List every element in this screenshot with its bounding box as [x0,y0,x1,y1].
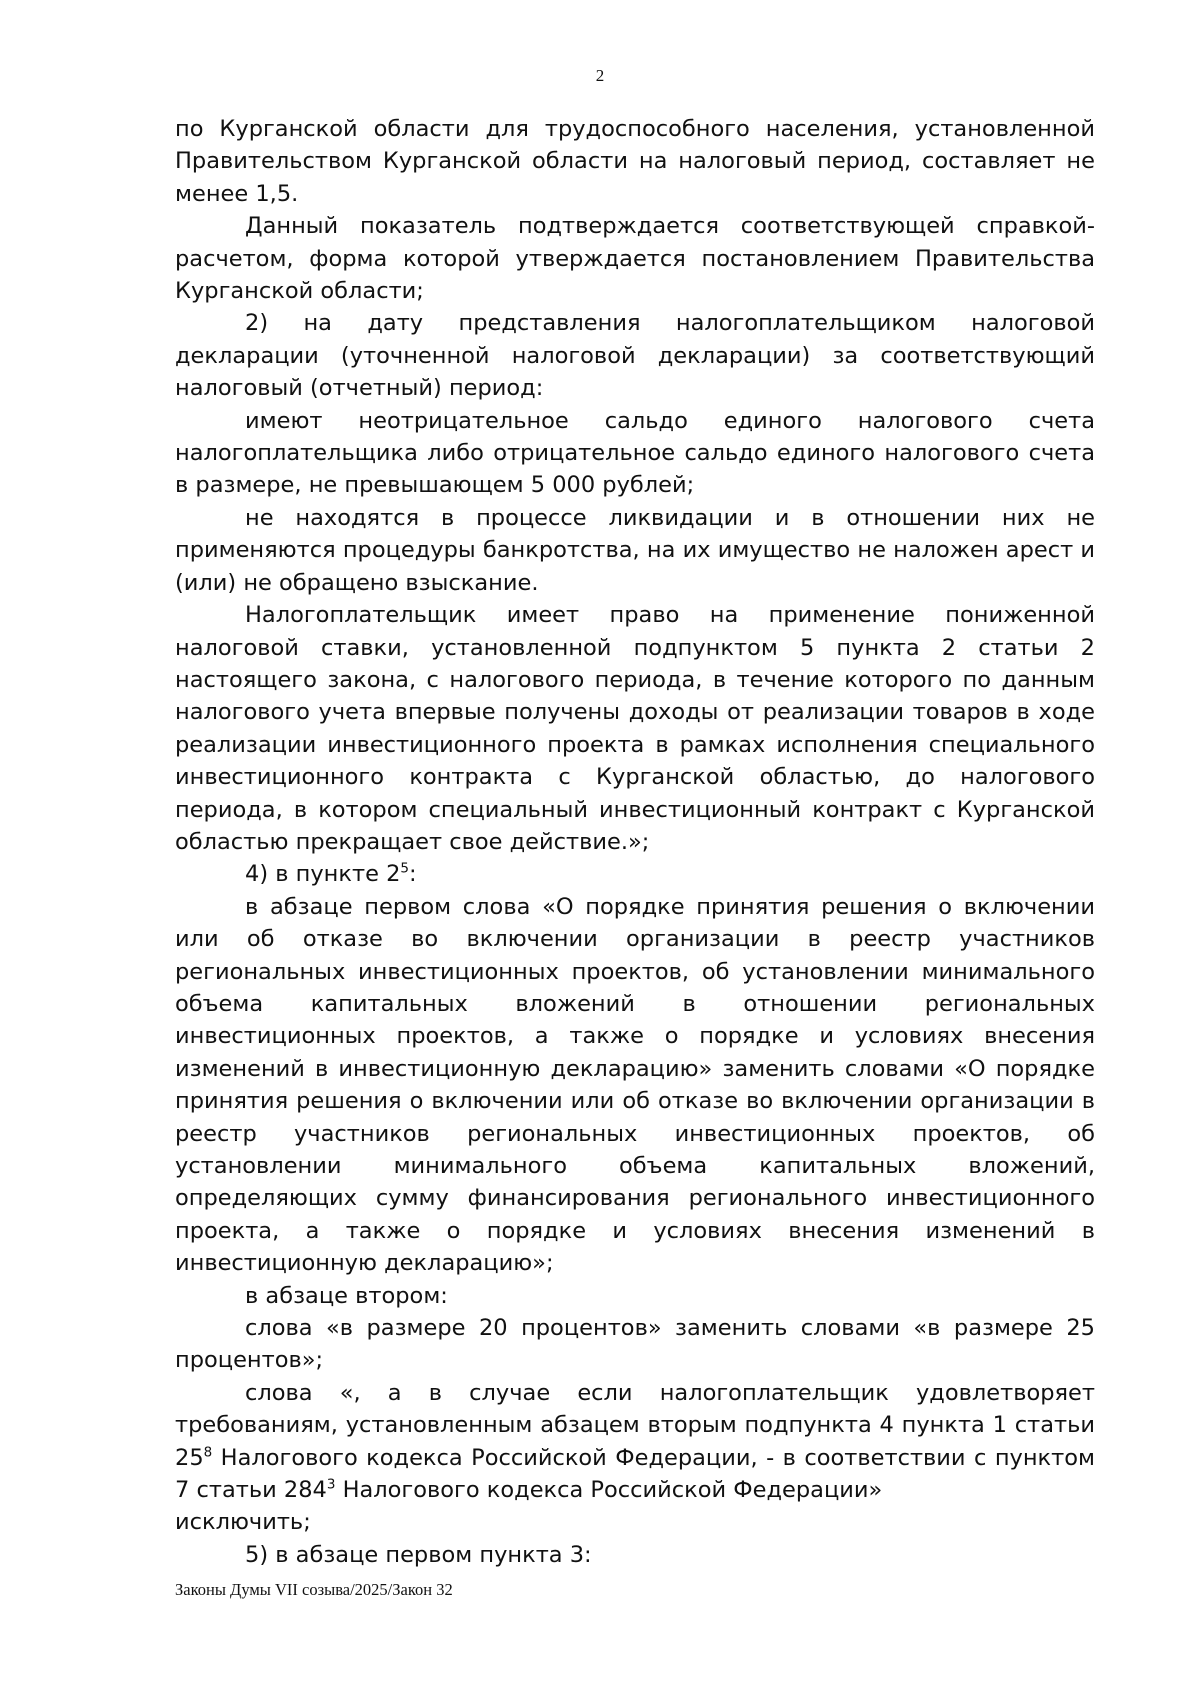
paragraph-part: слова «, а в случае если налогоплательщик удовлетворяет требованиям, установленным абзацем вторым подпункта 4 пункта 1 статьи 25 [175,1379,1095,1471]
superscript: 3 [326,1476,336,1493]
item-4-tail: : [409,861,417,888]
paragraph: Данный показатель подтверждается соответствующей справкой-расчетом, форма которой утверждается постановлением Правительства Курганской области; [175,213,1095,305]
document-body [175,113,1095,1571]
paragraph: 5) в абзаце первом пункта 3: [245,1541,592,1568]
superscript: 5 [400,860,409,877]
paragraph: исключить; [175,1509,311,1536]
paragraph: по Курганской области для трудоспособного населения, установленной Правительством Курганской области на налоговый период, составляет не менее 1,5. [175,116,1095,207]
item-4-heading [175,858,1095,890]
paragraph: в абзаце первом слова «О порядке принятия решения о включении или об отказе во включении организации в реестр участников региональных инвестиционных проектов, об установлении минимального объема капитальных вложений в отношении региональных инвестиционных проектов, а также о порядке и условиях внесения изменений в инвестиционную декларацию» заменить словами «О порядке принятия решения о включении или об отказе во включении организации в реестр участников региональных инвестиционных проектов, об установлении минимального объема капитальных вложений, определяющих сумму финансирования регионального инвестиционного проекта, а также о порядке и условиях внесения изменений в инвестиционную декларацию»; [175,893,1095,1277]
paragraph: слова «в размере 20 процентов» заменить словами «в размере 25 процентов»; [175,1315,1095,1374]
page-number: 2 [595,66,605,85]
paragraph: Налогоплательщик имеет право на применение пониженной налоговой ставки, установленной подпунктом 5 пункта 2 статьи 2 настоящего закона, с налогового периода, в течение которого по данным налогового учета впервые получены доходы от реализации товаров в ходе реализации инвестиционного проекта в рамках исполнения специального инвестиционного контракта с Курганской областью, до налогового периода, в котором специальный инвестиционный контракт с Курганской областью прекращает свое действие.»; [175,602,1095,855]
document-footer: Законы Думы VII созыва/2025/Закон 32 [175,1580,453,1599]
paragraph-with-superscripts [175,1377,1095,1507]
superscript: 8 [203,1444,213,1461]
paragraph-part: Налогового кодекса Российской Федерации» [335,1477,883,1504]
paragraph: в абзаце втором: [245,1282,448,1309]
paragraph: не находятся в процессе ликвидации и в отношении них не применяются процедуры банкротства, на их имущество не наложен арест и (или) не обращено взыскание. [175,504,1095,596]
paragraph: имеют неотрицательное сальдо единого налогового счета налогоплательщика либо отрицательное сальдо единого налогового счета в размере, не превышающем 5 000 рублей; [175,407,1095,499]
item-4-text: 4) в пункте 2 [245,861,401,888]
paragraph-part: Налогового кодекса Российской Федерации, - в соответствии с пунктом 7 статьи 284 [175,1444,1095,1504]
paragraph: 2) на дату представления налогоплательщиком налоговой декларации (уточненной налоговой декларации) за соответствующий налоговый (отчетный) период: [175,310,1095,402]
